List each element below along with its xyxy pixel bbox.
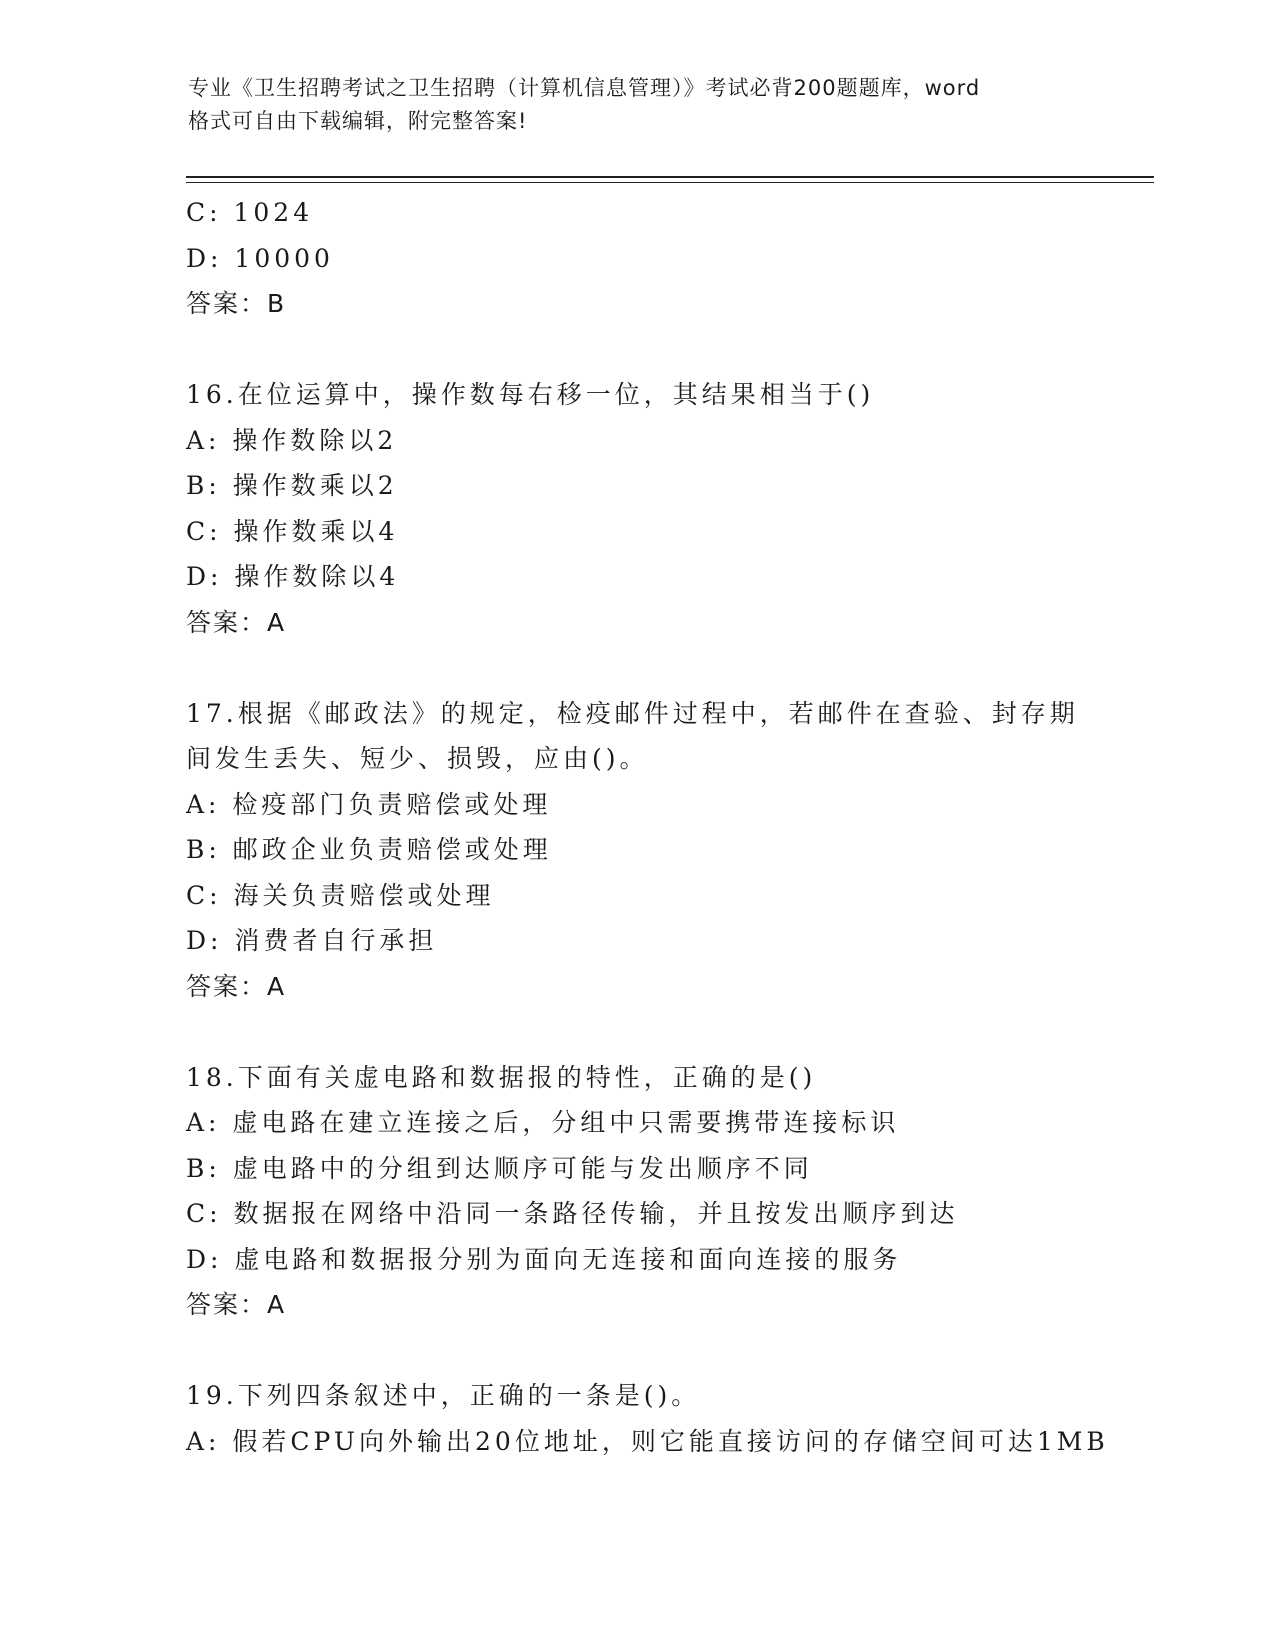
option-c: C: 数据报在网络中沿同一条路径传输，并且按发出顺序到达 <box>186 1199 959 1228</box>
question-19 <box>186 1373 1146 1464</box>
option-b: B: 操作数乘以2 <box>186 471 398 500</box>
option-a: A: 检疫部门负责赔偿或处理 <box>186 789 552 819</box>
option-d: D: 10000 <box>186 243 334 273</box>
answer-line: 答案：A <box>186 971 287 1001</box>
option-d: D: 操作数除以4 <box>186 562 400 591</box>
option-a: A: 虚电路在建立连接之后，分组中只需要携带连接标识 <box>186 1108 900 1137</box>
document-header <box>188 72 1088 138</box>
spacer <box>186 645 1146 691</box>
header-rule-thin <box>186 182 1154 183</box>
header-rule-thick <box>186 176 1154 178</box>
spacer <box>186 327 1146 373</box>
option-b: B: 邮政企业负责赔偿或处理 <box>186 835 552 864</box>
question-stem-line-1: 17.根据《邮政法》的规定，检疫邮件过程中，若邮件在查验、封存期 <box>186 698 1079 728</box>
question-stem: 16.在位运算中，操作数每右移一位，其结果相当于() <box>186 380 875 409</box>
question-stem: 19.下列四条叙述中，正确的一条是()。 <box>186 1381 701 1410</box>
option-d: D: 虚电路和数据报分别为面向无连接和面向连接的服务 <box>186 1244 902 1274</box>
option-b: B: 虚电路中的分组到达顺序可能与发出顺序不同 <box>186 1153 813 1183</box>
answer-line: 答案：B <box>186 289 287 318</box>
option-d: D: 消费者自行承担 <box>186 926 438 955</box>
question-list <box>186 190 1146 1464</box>
option-c: C: 海关负责赔偿或处理 <box>186 880 495 910</box>
prev-question-tail <box>186 190 1146 327</box>
header-line-2: 格式可自由下载编辑，附完整答案! <box>188 109 528 133</box>
question-16 <box>186 372 1146 645</box>
header-line-1: 专业《卫生招聘考试之卫生招聘（计算机信息管理）》考试必背200题题库，word <box>188 76 981 100</box>
answer-line: 答案：A <box>186 607 287 637</box>
question-18 <box>186 1055 1146 1328</box>
question-17 <box>186 691 1146 1010</box>
spacer <box>186 1009 1146 1055</box>
spacer <box>186 1328 1146 1374</box>
option-a: A: 操作数除以2 <box>186 425 398 455</box>
option-a: A: 假若CPU向外输出20位地址，则它能直接访问的存储空间可达1MB <box>186 1426 1109 1456</box>
option-c: C: 1024 <box>186 198 314 227</box>
question-stem-line-2: 间发生丢失、短少、损毁，应由()。 <box>186 744 649 773</box>
option-c: C: 操作数乘以4 <box>186 516 399 546</box>
answer-line: 答案：A <box>186 1290 287 1319</box>
question-stem: 18.下面有关虚电路和数据报的特性，正确的是() <box>186 1062 817 1092</box>
